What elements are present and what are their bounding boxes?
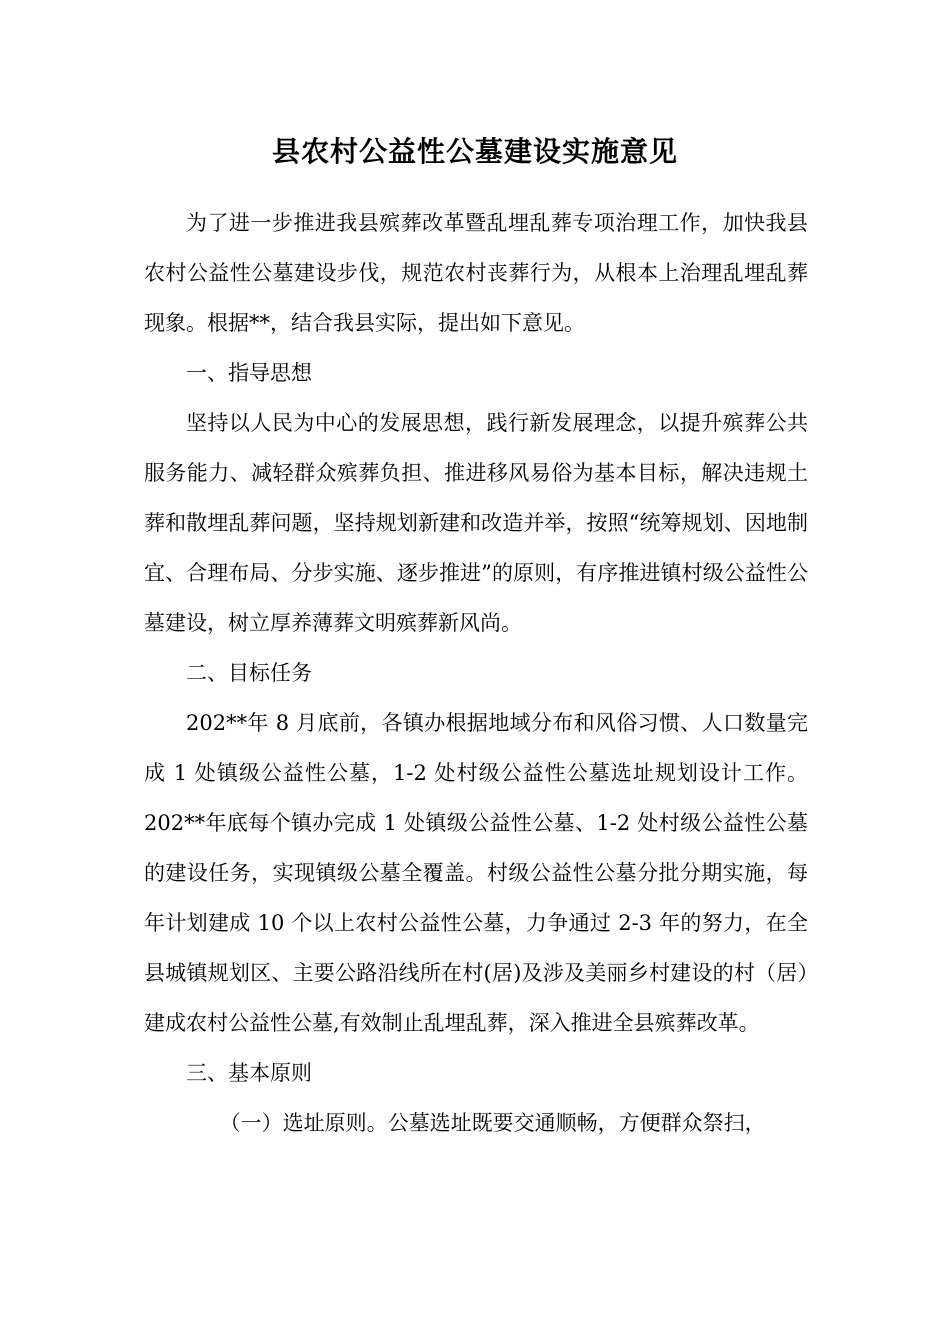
document-body [144, 198, 808, 1148]
section-heading-basic-principles: 三、基本原则 [186, 1061, 312, 1085]
section-paragraph-guiding-ideology: 坚持以人民为中心的发展思想，践行新发展理念，以提升殡葬公共服务能力、减轻群众殡葬负担、推进移风易俗为基本目标，解决违规土葬和散埋乱葬问题，坚持规划新建和改造并举，按照“统筹规划、因地制宜、合理布局、分步实施、逐步推进”的原则，有序推进镇村级公益性公墓建设，树立厚养薄葬文明殡葬新风尚。 [144, 411, 808, 635]
section-paragraph-goals-tasks: 202**年 8 月底前，各镇办根据地域分布和风俗习惯、人口数量完成 1 处镇级公益性公墓，1-2 处村级公益性公墓选址规划设计工作。202**年底每个镇办完成 1 处镇级公益性公墓、1-2 处村级公益性公墓的建设任务，实现镇级公墓全覆盖。村级公益性公墓分批分期实施，每年计划建成 10 个以上农村公益性公墓，力争通过 2-3 年的努力，在全县城镇规划区、主要公路沿线所在村(居)及涉及美丽乡村建设的村（居）建成农村公益性公墓,有效制止乱埋乱葬，深入推进全县殡葬改革。 [144, 711, 808, 1035]
section-paragraph-site-selection: （一）选址原则。公墓选址既要交通顺畅，方便群众祭扫， [219, 1111, 766, 1135]
document-title: 县农村公益性公墓建设实施意见 [271, 135, 678, 168]
intro-paragraph: 为了进一步推进我县殡葬改革暨乱埋乱葬专项治理工作，加快我县农村公益性公墓建设步伐，规范农村丧葬行为，从根本上治理乱埋乱葬现象。根据**，结合我县实际，提出如下意见。 [144, 211, 808, 335]
section-heading-guiding-ideology: 一、指导思想 [186, 361, 312, 385]
section-heading-goals-tasks: 二、目标任务 [186, 661, 312, 685]
